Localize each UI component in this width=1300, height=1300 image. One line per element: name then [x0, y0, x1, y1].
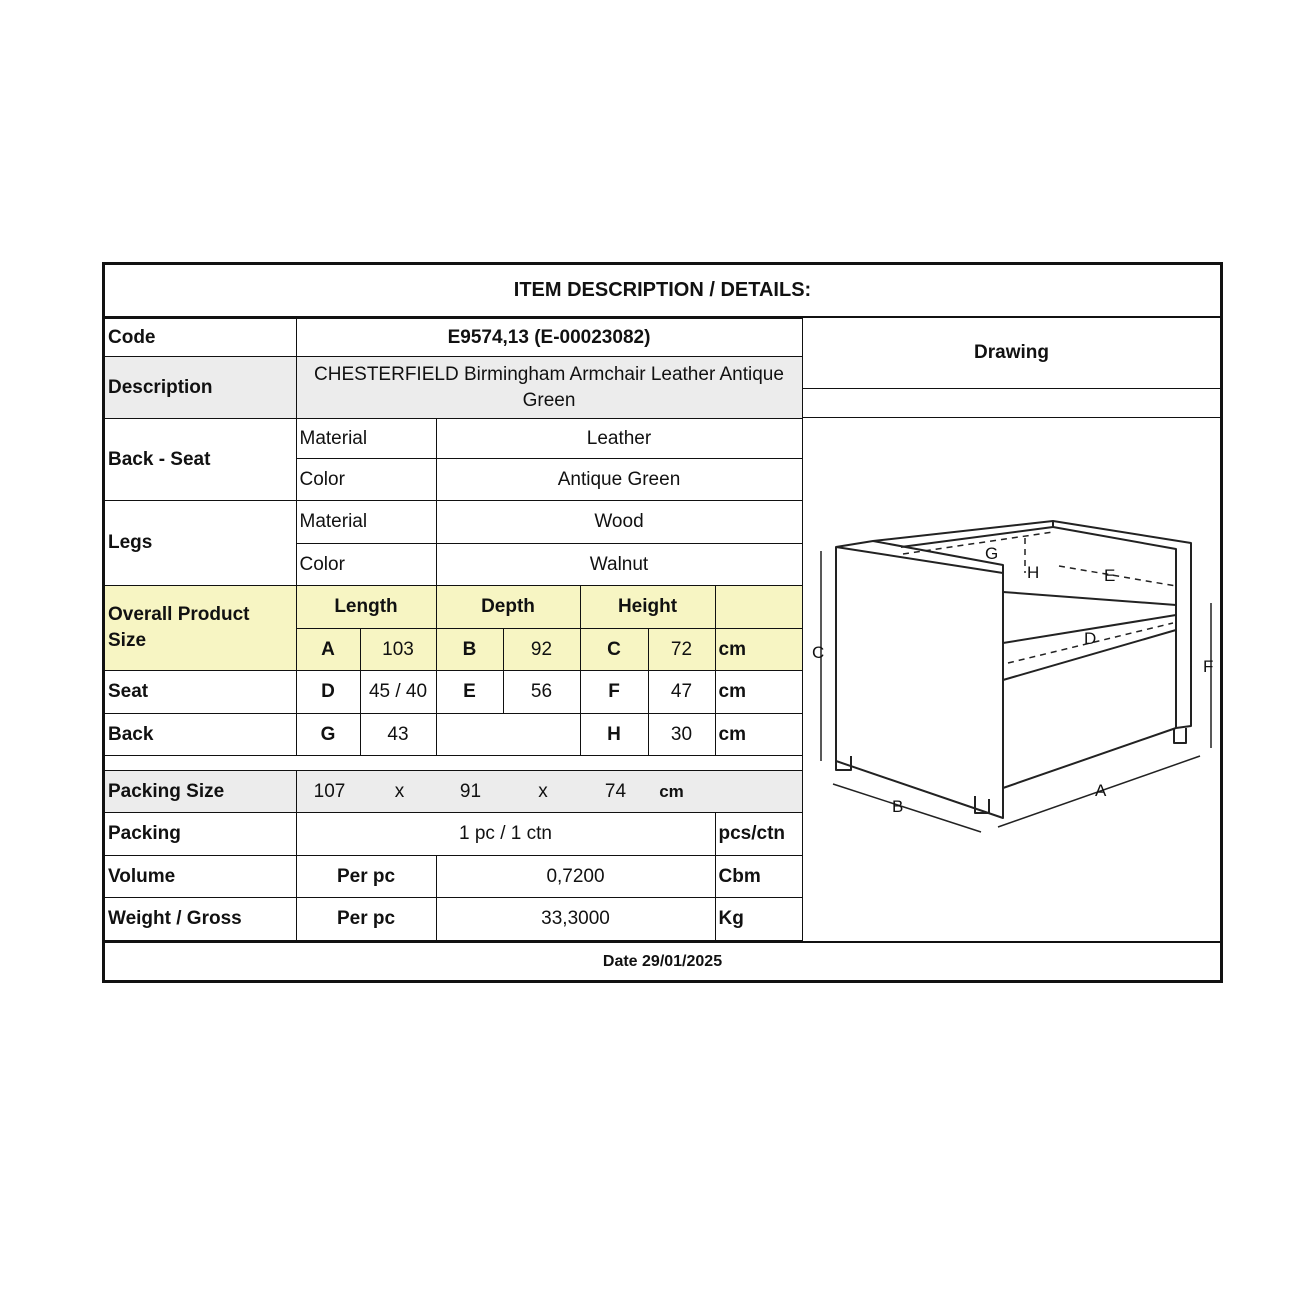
- right-arm-inner: [1053, 527, 1176, 728]
- seat-label: Seat: [105, 671, 296, 714]
- dim-e-letter: E: [436, 671, 503, 714]
- code-row: [105, 319, 802, 357]
- armchair-drawing: [803, 418, 1221, 941]
- weight-row: [105, 898, 802, 941]
- dim-g-value: 43: [360, 714, 436, 756]
- legs-material-row: [105, 501, 802, 544]
- dim-d-value: 45 / 40: [360, 671, 436, 714]
- back-empty-cell: [436, 714, 580, 756]
- packing-size-unit: cm: [659, 781, 684, 801]
- dim-e-value: 56: [503, 671, 580, 714]
- item-details-sheet: [102, 262, 1223, 983]
- dim-label-f: F: [1203, 657, 1214, 676]
- back-seat-color-value: Antique Green: [436, 459, 802, 501]
- details-table: [105, 318, 803, 941]
- dim-g-letter: G: [296, 714, 360, 756]
- left-arm: [836, 547, 1003, 818]
- back-row: [105, 714, 802, 756]
- drawing-subheader: [802, 388, 1220, 418]
- dim-c-letter: C: [580, 629, 648, 671]
- dim-h-letter: H: [580, 714, 648, 756]
- packing-x2: x: [538, 780, 548, 802]
- overall-header-row: [105, 586, 802, 629]
- packing-x1: x: [394, 780, 405, 802]
- dim-label-c: C: [812, 643, 825, 662]
- packing-width: 91: [459, 780, 482, 802]
- unit-header-empty: [715, 586, 802, 629]
- description-value: CHESTERFIELD Birmingham Armchair Leather Antique Green: [296, 357, 802, 419]
- leg-back-right: [1174, 728, 1186, 743]
- packing-height: 74: [604, 780, 627, 802]
- drawing-header: Drawing: [802, 318, 1220, 388]
- dim-a-value: 103: [360, 629, 436, 671]
- weight-value: 33,3000: [436, 898, 715, 941]
- weight-label: Weight / Gross: [105, 898, 296, 941]
- seat-unit: cm: [715, 671, 802, 714]
- dim-label-h: H: [1027, 563, 1040, 582]
- dim-b-line: [833, 784, 981, 832]
- spacer-cell: [105, 756, 802, 771]
- back-seat-material-value: Leather: [436, 419, 802, 459]
- back-unit: cm: [715, 714, 802, 756]
- dim-a-letter: A: [296, 629, 360, 671]
- code-label: Code: [105, 319, 296, 357]
- base-front: [1003, 680, 1176, 788]
- dim-label-d: D: [1084, 629, 1097, 648]
- description-label: Description: [105, 357, 296, 419]
- spacer-row: [105, 756, 802, 771]
- volume-value: 0,7200: [436, 856, 715, 898]
- dim-label-e: E: [1104, 566, 1116, 585]
- overall-size-label: Overall Product Size: [105, 586, 296, 671]
- seat-front: [1003, 592, 1176, 605]
- packing-row: [105, 813, 802, 856]
- seat-row: [105, 671, 802, 714]
- legs-label: Legs: [105, 501, 296, 586]
- code-value: E9574,13 (E-00023082): [296, 319, 802, 357]
- dim-b-letter: B: [436, 629, 503, 671]
- back-seat-material-label: Material: [296, 419, 436, 459]
- volume-per: Per pc: [296, 856, 436, 898]
- dim-label-g: G: [985, 544, 999, 563]
- packing-value: 1 pc / 1 ctn: [296, 813, 715, 856]
- dim-label-a: A: [1095, 781, 1107, 800]
- drawing-area: [802, 418, 1220, 941]
- back-seat-material-row: [105, 419, 802, 459]
- height-header: Height: [580, 586, 715, 629]
- back-label: Back: [105, 714, 296, 756]
- packing-size-row: [105, 771, 802, 813]
- legs-color-label: Color: [296, 544, 436, 586]
- packing-size-values: [296, 771, 802, 813]
- packing-label: Packing: [105, 813, 296, 856]
- packing-size-label: Packing Size: [105, 771, 296, 813]
- length-header: Length: [296, 586, 436, 629]
- back-seat-color-label: Color: [296, 459, 436, 501]
- legs-material-label: Material: [296, 501, 436, 544]
- dim-label-b: B: [892, 797, 904, 816]
- dim-h-value: 30: [648, 714, 715, 756]
- dim-f-value: 47: [648, 671, 715, 714]
- dim-b-value: 92: [503, 629, 580, 671]
- description-row: [105, 357, 802, 419]
- date-footer: Date 29/01/2025: [105, 941, 1220, 980]
- packing-length: 107: [313, 780, 346, 802]
- dim-f-letter: F: [580, 671, 648, 714]
- dim-e-line: [1059, 566, 1176, 586]
- dim-d-letter: D: [296, 671, 360, 714]
- legs-color-value: Walnut: [436, 544, 802, 586]
- back-seat-label: Back - Seat: [105, 419, 296, 501]
- volume-unit: Cbm: [715, 856, 802, 898]
- volume-row: [105, 856, 802, 898]
- legs-material-value: Wood: [436, 501, 802, 544]
- packing-unit: pcs/ctn: [715, 813, 802, 856]
- depth-header: Depth: [436, 586, 580, 629]
- weight-unit: Kg: [715, 898, 802, 941]
- chair-back: [873, 521, 1053, 547]
- weight-per: Per pc: [296, 898, 436, 941]
- dim-c-value: 72: [648, 629, 715, 671]
- sheet-title: ITEM DESCRIPTION / DETAILS:: [105, 265, 1220, 318]
- overall-unit: cm: [715, 629, 802, 671]
- volume-label: Volume: [105, 856, 296, 898]
